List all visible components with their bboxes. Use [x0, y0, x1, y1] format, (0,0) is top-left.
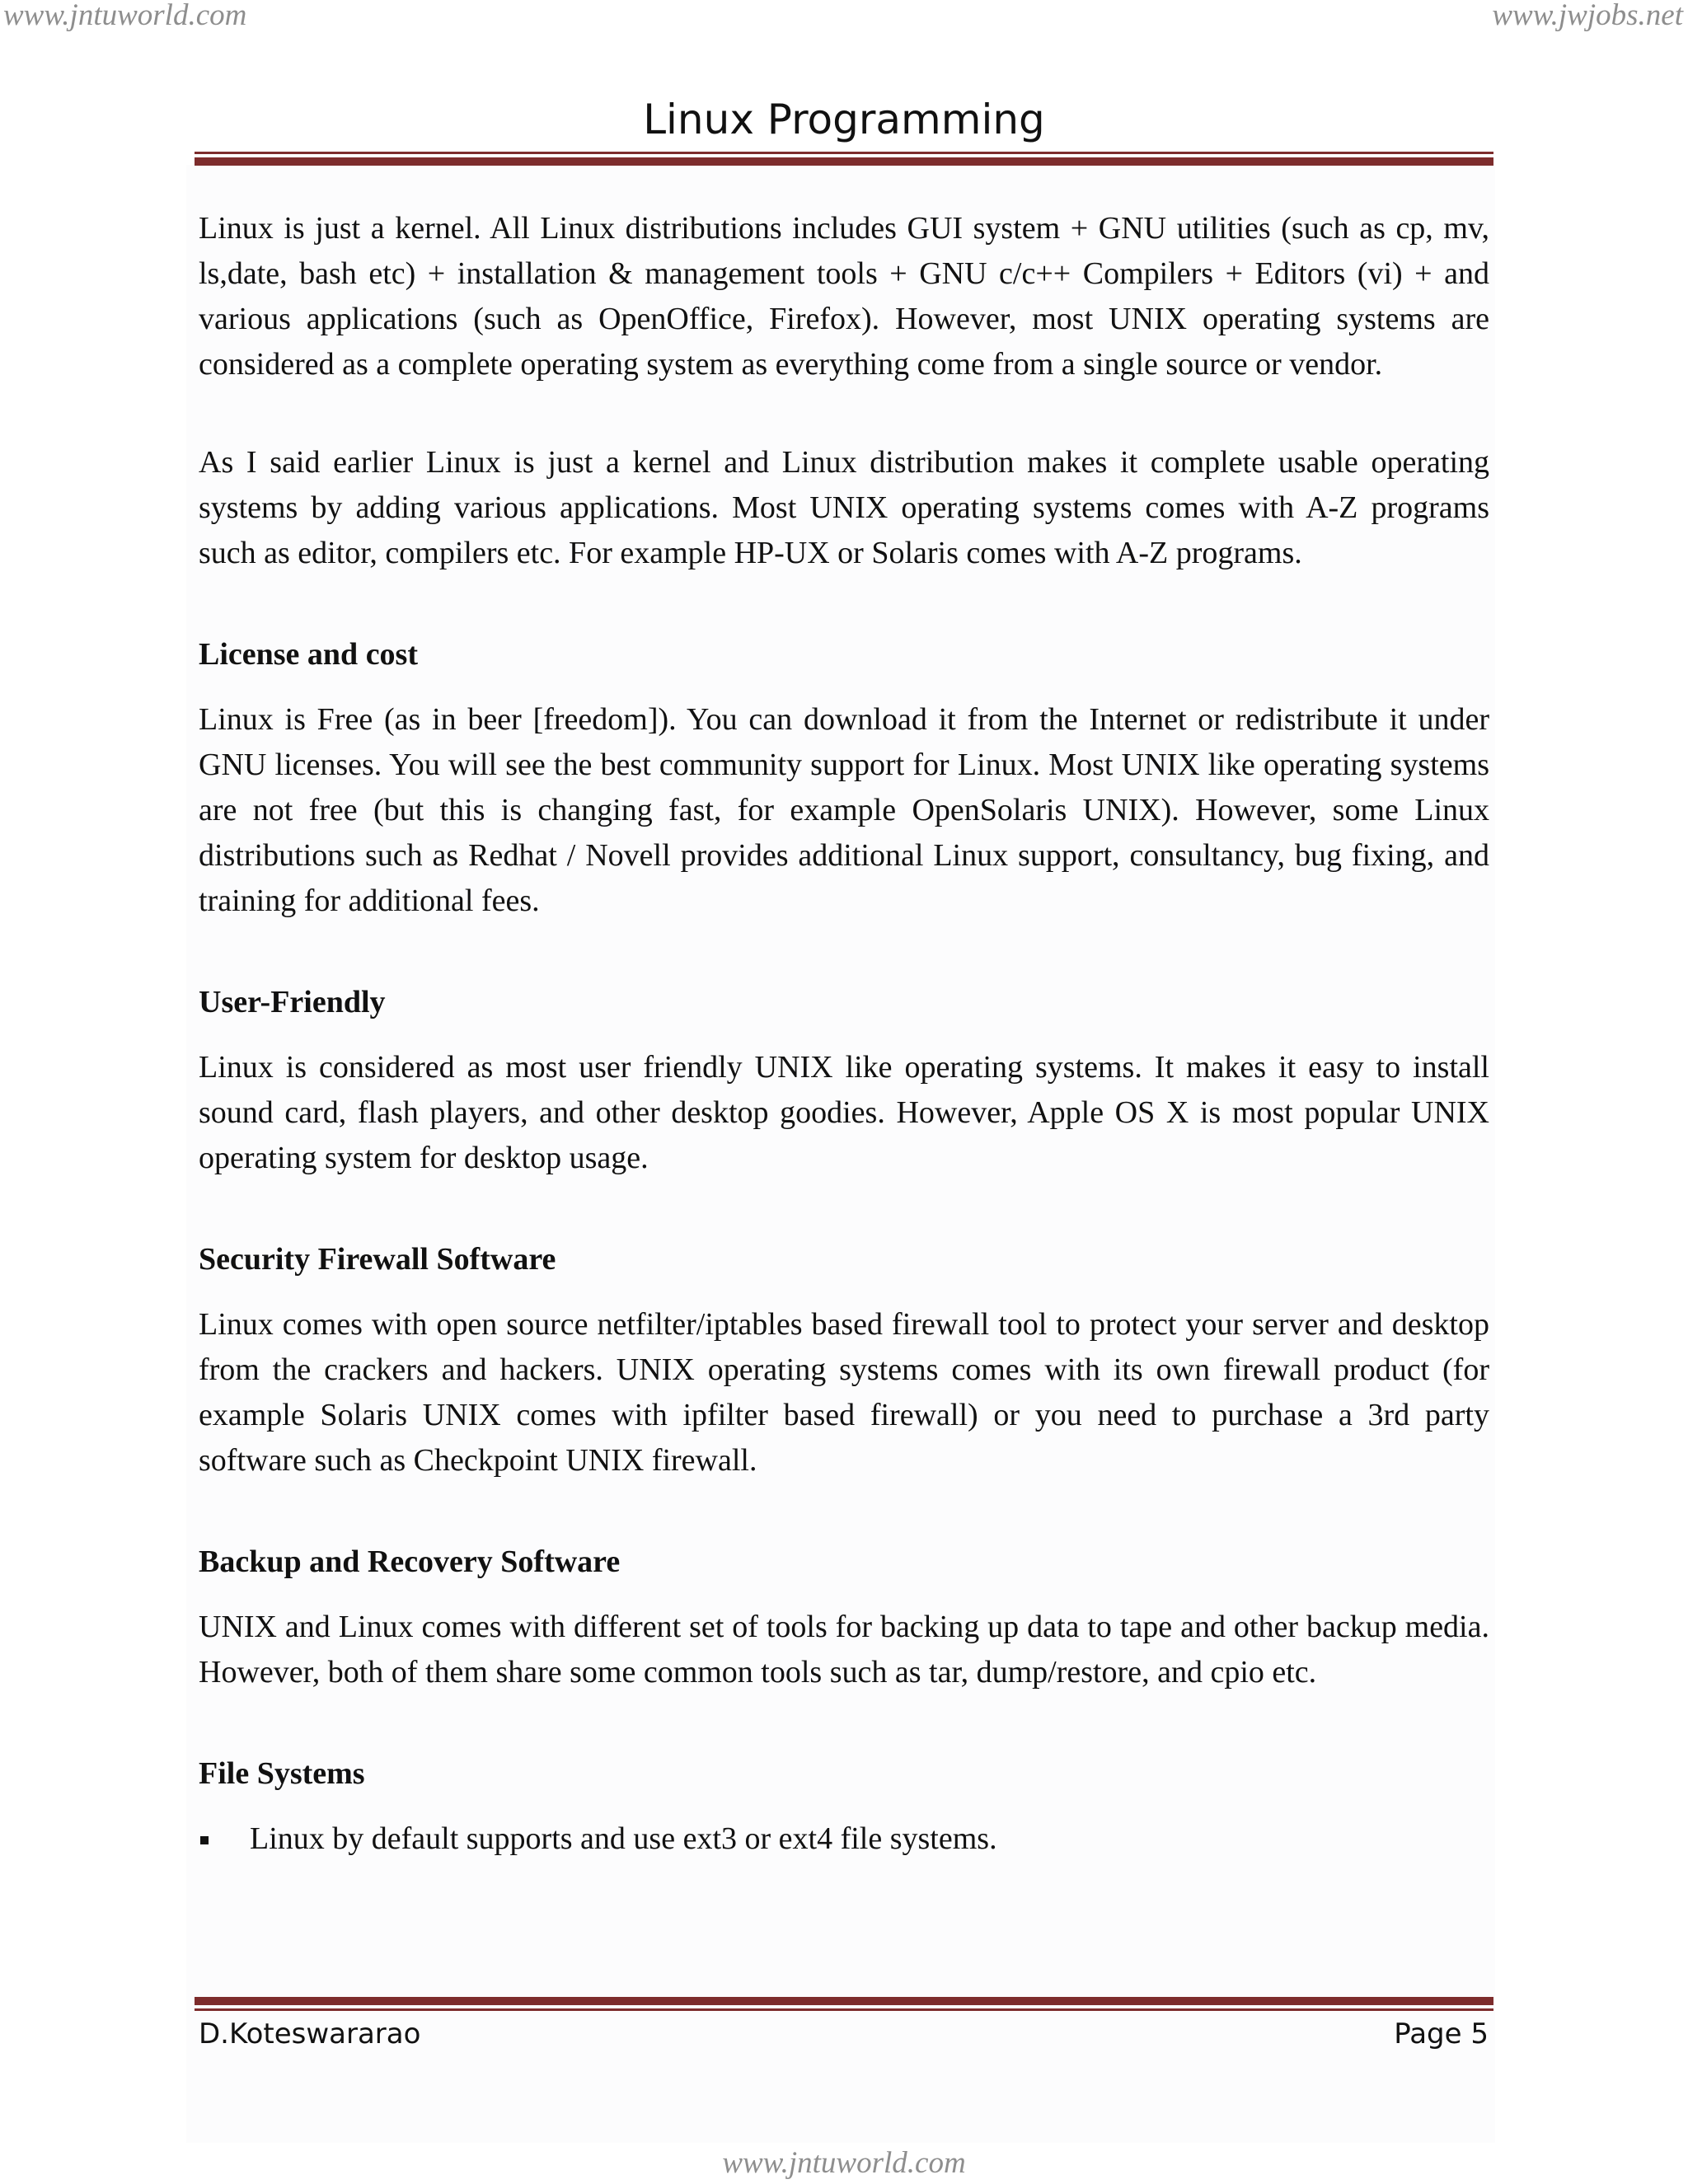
list-item: [199, 1816, 1489, 1862]
section-heading-backup: Backup and Recovery Software: [199, 1544, 621, 1579]
list-item-text: Linux by default supports and use ext3 or ext4 file systems.: [250, 1821, 997, 1856]
footer-rule-thick: [195, 1997, 1493, 2005]
square-bullet-icon: [200, 1836, 209, 1844]
section-heading-user-friendly: User-Friendly: [199, 985, 386, 1019]
footer-page-number: Page 5: [1394, 2018, 1489, 2050]
header-rule-thick: [195, 157, 1493, 166]
section-body-backup: UNIX and Linux comes with different set of tools for backing up data to tape and other backup media. However, both of them share some common tools such as tar, dump/restore, and cpio etc.: [199, 1610, 1489, 1690]
watermark-top-right: www.jwjobs.net: [1492, 0, 1683, 32]
section-body-security: Linux comes with open source netfilter/iptables based firewall tool to protect your server and desktop from the crackers and hackers. UNIX operating systems comes with its own firewall product (for example Solaris UNIX comes with ipfilter based firewall) or you need to purchase a 3rd party software such as Checkpoint UNIX firewall.: [199, 1307, 1489, 1478]
watermark-top-left: www.jntuworld.com: [3, 0, 247, 32]
page-content: [199, 206, 1489, 1862]
section-heading-license: License and cost: [199, 637, 418, 672]
section-heading-security: Security Firewall Software: [199, 1242, 556, 1277]
header-rule-thin: [195, 152, 1493, 154]
section-heading-file-systems: File Systems: [199, 1756, 365, 1791]
section-body-license: Linux is Free (as in beer [freedom]). You can download it from the Internet or redistribute it under GNU licenses. You will see the best community support for Linux. Most UNIX like operating systems are not free (but this is changing fast, for example OpenSolaris UNIX). However, some Linux distributions such as Redhat / Novell provides additional Linux support, consultancy, bug fixing, and training for additional fees.: [199, 702, 1489, 918]
intro-paragraph-2: As I said earlier Linux is just a kernel and Linux distribution makes it complete usable operating systems by adding various applications. Most UNIX operating systems comes with A-Z programs such as editor, compilers etc. For example HP-UX or Solaris comes with A-Z programs.: [199, 445, 1489, 570]
file-systems-bullet-list: [199, 1816, 1489, 1862]
intro-paragraph-1: Linux is just a kernel. All Linux distributions includes GUI system + GNU utilities (such as cp, mv, ls,date, bash etc) + installation & management tools + GNU c/c++ Compilers + Editors (vi) + and various applications (such as OpenOffice, Firefox). However, most UNIX operating systems are considered as a complete operating system as everything come from a single source or vendor.: [199, 211, 1489, 382]
footer-author: D.Koteswararao: [199, 2018, 421, 2050]
watermark-bottom: www.jntuworld.com: [722, 2146, 966, 2180]
footer-rule-thin: [195, 2008, 1493, 2011]
section-body-user-friendly: Linux is considered as most user friendly UNIX like operating systems. It makes it easy to install sound card, flash players, and other desktop goodies. However, Apple OS X is most popular UNIX operating system for desktop usage.: [199, 1050, 1489, 1175]
page-title: Linux Programming: [643, 96, 1045, 143]
